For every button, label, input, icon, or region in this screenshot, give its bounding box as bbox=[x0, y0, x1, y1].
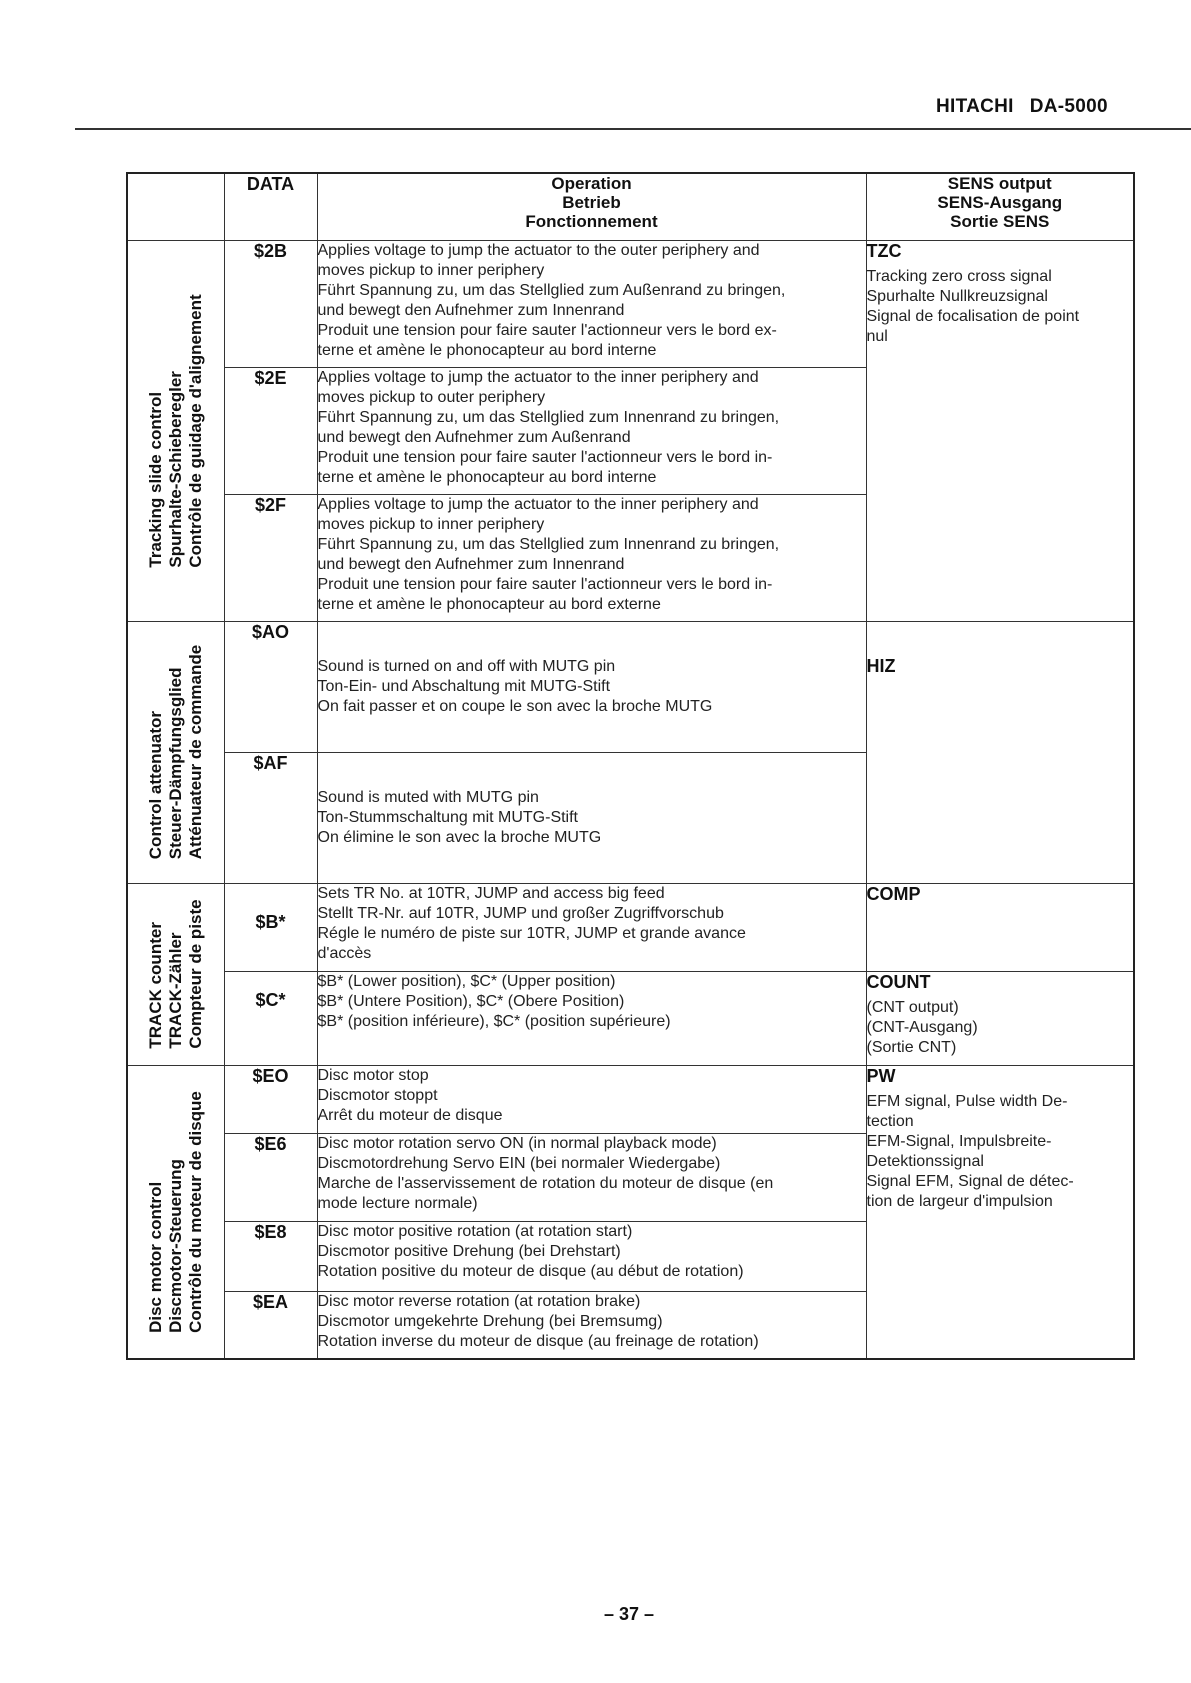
header-operation bbox=[317, 173, 866, 240]
sens-line: EFM-Signal, Impulsbreite- bbox=[866, 1132, 1052, 1150]
header-sens-fr: Sortie SENS bbox=[950, 212, 1050, 231]
op-line: Marche de l'asservissement de rotation du moteur de disque (en bbox=[317, 1174, 774, 1192]
group-label-line: TRACK-Zähler bbox=[165, 932, 185, 1049]
group-label-line: Discmotor-Steuerung bbox=[165, 1158, 185, 1333]
group-label-line: Compteur de piste bbox=[185, 899, 205, 1049]
data-code: $2E bbox=[224, 367, 317, 494]
data-code: $2F bbox=[224, 494, 317, 621]
sens-line: (CNT output) bbox=[866, 998, 959, 1016]
op-line: Arrêt du moteur de disque bbox=[317, 1106, 503, 1124]
sens-name: COMP bbox=[866, 883, 921, 904]
op-line: Rotation inverse du moteur de disque (au freinage de rotation) bbox=[317, 1332, 759, 1350]
group-label-line: TRACK counter bbox=[145, 922, 165, 1049]
sens-line: Signal EFM, Signal de détec- bbox=[866, 1172, 1074, 1190]
header-operation-de: Betrieb bbox=[562, 193, 621, 212]
model-name: DA-5000 bbox=[1029, 96, 1108, 117]
operation-cell bbox=[317, 621, 866, 752]
header-operation-en: Operation bbox=[551, 174, 632, 193]
sens-name: COUNT bbox=[866, 971, 931, 992]
op-line: On élimine le son avec la broche MUTG bbox=[317, 828, 602, 846]
data-code: $B* bbox=[224, 883, 317, 971]
op-line: moves pickup to outer periphery bbox=[317, 388, 546, 406]
operation-cell bbox=[317, 367, 866, 494]
op-line: On fait passer et on coupe le son avec la broche MUTG bbox=[317, 697, 713, 715]
op-line: Produit une tension pour faire sauter l'actionneur vers le bord in- bbox=[317, 448, 773, 466]
operation-cell bbox=[317, 1133, 866, 1221]
sens-name: PW bbox=[866, 1065, 896, 1086]
command-table bbox=[126, 172, 1135, 1360]
op-line: terne et amène le phonocapteur au bord externe bbox=[317, 595, 661, 613]
header-data: DATA bbox=[224, 173, 317, 240]
op-line: Régle le numéro de piste sur 10TR, JUMP et grande avance bbox=[317, 924, 746, 942]
op-line: Produit une tension pour faire sauter l'actionneur vers le bord in- bbox=[317, 575, 773, 593]
group-label-attenuator bbox=[127, 621, 224, 883]
group-label-line: Atténuateur de commande bbox=[185, 644, 205, 860]
operation-cell bbox=[317, 971, 866, 1065]
group-label-line: Tracking slide control bbox=[145, 391, 165, 568]
sens-line: (CNT-Ausgang) bbox=[866, 1018, 978, 1036]
op-line: und bewegt den Aufnehmer zum Innenrand bbox=[317, 301, 625, 319]
operation-cell bbox=[317, 1221, 866, 1291]
group-label-disc-motor bbox=[127, 1065, 224, 1359]
sens-cell-hiz bbox=[866, 621, 1134, 883]
table-row bbox=[127, 621, 1134, 752]
operation-cell bbox=[317, 883, 866, 971]
op-line: Sound is turned on and off with MUTG pin bbox=[317, 657, 616, 675]
op-line: terne et amène le phonocapteur au bord interne bbox=[317, 468, 657, 486]
op-line: Applies voltage to jump the actuator to the outer periphery and bbox=[317, 241, 760, 259]
table-row bbox=[127, 240, 1134, 367]
operation-cell bbox=[317, 494, 866, 621]
data-code: $E6 bbox=[224, 1133, 317, 1221]
sens-line: Signal de focalisation de point bbox=[866, 307, 1080, 325]
operation-cell bbox=[317, 240, 866, 367]
sens-cell-comp bbox=[866, 883, 1134, 971]
group-label-track-counter bbox=[127, 883, 224, 1065]
data-code: $EA bbox=[224, 1291, 317, 1359]
op-line: $B* (Untere Position), $C* (Obere Position) bbox=[317, 992, 625, 1010]
header-blank bbox=[127, 173, 224, 240]
group-label-line: Contrôle du moteur de disque bbox=[185, 1090, 205, 1333]
op-line: $B* (position inférieure), $C* (position supérieure) bbox=[317, 1012, 671, 1030]
op-line: Ton-Stummschaltung mit MUTG-Stift bbox=[317, 808, 578, 826]
page-number: – 37 – bbox=[604, 1604, 655, 1624]
group-label-line: Spurhalte-Schieberegler bbox=[165, 370, 185, 568]
op-line: Ton-Ein- und Abschaltung mit MUTG-Stift bbox=[317, 677, 611, 695]
op-line: Führt Spannung zu, um das Stellglied zum Innenrand zu bringen, bbox=[317, 408, 780, 426]
operation-cell bbox=[317, 1291, 866, 1359]
header-sens-de: SENS-Ausgang bbox=[937, 193, 1063, 212]
op-line: Applies voltage to jump the actuator to the inner periphery and bbox=[317, 495, 759, 513]
op-line: terne et amène le phonocapteur au bord interne bbox=[317, 341, 657, 359]
group-label-line: Steuer-Dämpfungsglied bbox=[165, 667, 185, 860]
op-line: Führt Spannung zu, um das Stellglied zum Außenrand zu bringen, bbox=[317, 281, 786, 299]
op-line: Führt Spannung zu, um das Stellglied zum Innenrand zu bringen, bbox=[317, 535, 780, 553]
table-row bbox=[127, 971, 1134, 1065]
page-header bbox=[936, 96, 1108, 118]
op-line: Applies voltage to jump the actuator to the inner periphery and bbox=[317, 368, 759, 386]
header-rule bbox=[75, 128, 1191, 130]
op-line: Disc motor rotation servo ON (in normal playback mode) bbox=[317, 1134, 717, 1152]
table-row bbox=[127, 1065, 1134, 1133]
op-line: d'accès bbox=[317, 944, 372, 962]
op-line: mode lecture normale) bbox=[317, 1194, 478, 1212]
op-line: moves pickup to inner periphery bbox=[317, 515, 545, 533]
data-code: $AO bbox=[224, 621, 317, 752]
sens-name: TZC bbox=[866, 240, 902, 261]
sens-line: (Sortie CNT) bbox=[866, 1038, 957, 1056]
sens-line: Tracking zero cross signal bbox=[866, 267, 1052, 285]
operation-cell bbox=[317, 1065, 866, 1133]
op-line: Discmotordrehung Servo EIN (bei normaler Wiedergabe) bbox=[317, 1154, 721, 1172]
operation-cell bbox=[317, 752, 866, 883]
op-line: Sound is muted with MUTG pin bbox=[317, 788, 539, 806]
sens-name: HIZ bbox=[866, 655, 896, 676]
header-sens bbox=[866, 173, 1134, 240]
op-line: und bewegt den Aufnehmer zum Innenrand bbox=[317, 555, 625, 573]
sens-line: nul bbox=[866, 327, 888, 345]
data-code: $E8 bbox=[224, 1221, 317, 1291]
header-row bbox=[127, 173, 1134, 240]
sens-line: tion de largeur d'impulsion bbox=[866, 1192, 1053, 1210]
op-line: und bewegt den Aufnehmer zum Außenrand bbox=[317, 428, 631, 446]
op-line: Discmotor positive Drehung (bei Drehstart) bbox=[317, 1242, 621, 1260]
sens-line: tection bbox=[866, 1112, 914, 1130]
op-line: Sets TR No. at 10TR, JUMP and access big feed bbox=[317, 884, 665, 902]
op-line: Disc motor stop bbox=[317, 1066, 429, 1084]
table-row bbox=[127, 883, 1134, 971]
sens-line: Detektionssignal bbox=[866, 1152, 984, 1170]
data-code: $AF bbox=[224, 752, 317, 883]
op-line: Produit une tension pour faire sauter l'actionneur vers le bord ex- bbox=[317, 321, 777, 339]
group-label-line: Control attenuator bbox=[145, 710, 165, 860]
data-code: $C* bbox=[224, 971, 317, 1065]
header-operation-fr: Fonctionnement bbox=[525, 212, 658, 231]
op-line: Discmotor umgekehrte Drehung (bei Bremsumg) bbox=[317, 1312, 663, 1330]
sens-line: Spurhalte Nullkreuzsignal bbox=[866, 287, 1048, 305]
op-line: Disc motor positive rotation (at rotation start) bbox=[317, 1222, 633, 1240]
op-line: $B* (Lower position), $C* (Upper position) bbox=[317, 972, 616, 990]
op-line: Rotation positive du moteur de disque (au début de rotation) bbox=[317, 1262, 744, 1280]
group-label-line: Disc motor control bbox=[145, 1181, 165, 1333]
op-line: Disc motor reverse rotation (at rotation brake) bbox=[317, 1292, 641, 1310]
group-label-tracking bbox=[127, 240, 224, 621]
op-line: moves pickup to inner periphery bbox=[317, 261, 545, 279]
data-code: $EO bbox=[224, 1065, 317, 1133]
sens-cell-count bbox=[866, 971, 1134, 1065]
brand-name: HITACHI bbox=[936, 96, 1014, 117]
data-code: $2B bbox=[224, 240, 317, 367]
header-sens-en: SENS output bbox=[947, 174, 1052, 193]
op-line: Discmotor stoppt bbox=[317, 1086, 438, 1104]
op-line: Stellt TR-Nr. auf 10TR, JUMP und großer Zugriffvorschub bbox=[317, 904, 724, 922]
sens-line: EFM signal, Pulse width De- bbox=[866, 1092, 1068, 1110]
sens-cell-pw bbox=[866, 1065, 1134, 1359]
sens-cell-tzc bbox=[866, 240, 1134, 621]
group-label-line: Contrôle de guidage d'alignement bbox=[185, 293, 205, 568]
